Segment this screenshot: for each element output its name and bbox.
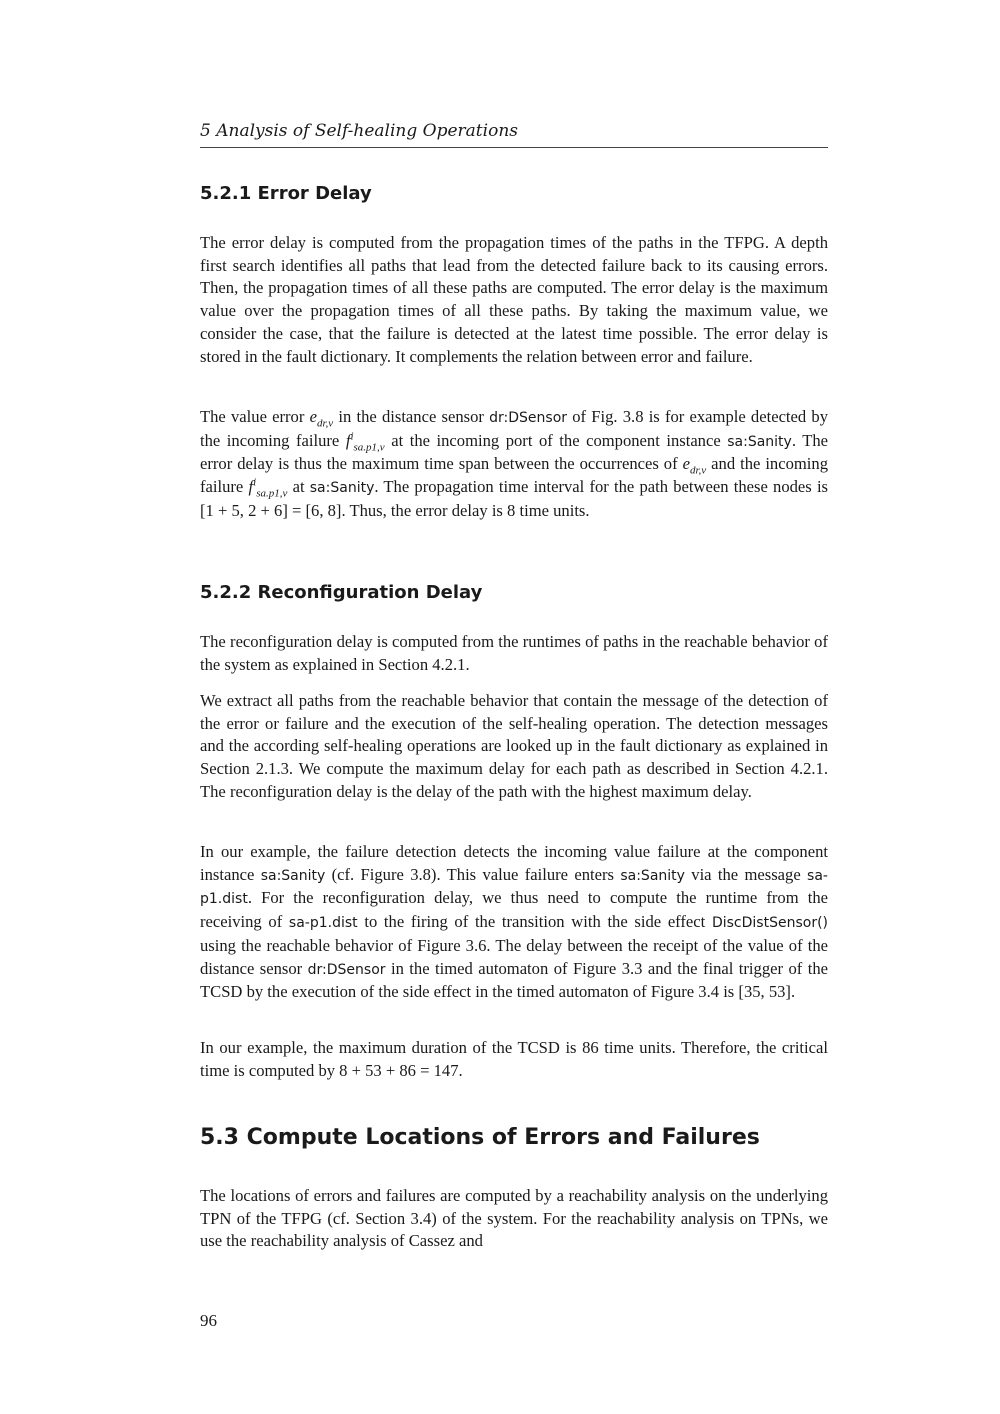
- math-e-dr-v-2: $e_{dr,v}$: [682, 454, 707, 477]
- math-e-dr-v: $e_{dr,v}$: [309, 407, 334, 430]
- code-sa-p1-dist-2: sa-p1.dist: [288, 915, 358, 932]
- reconfig-delay-paragraph-3: In our example, the failure detection detects the incoming value failure at the component instance sa:Sanity (cf. Figure 3.8). This value failure enters sa:Sanity via the message sa-p1.dist. For the reconfiguration delay, we thus need to compute the runtime from the receiving of sa-p1.dist to the firing of the transition with the side effect DiscDistSensor() using the reachable behavior of Figure 3.6. The delay between the receipt of the value of the distance sensor dr:DSensor in the timed automaton of Figure 3.3 and the final trigger of the TCSD by the execution of the side effect in the timed automaton of Figure 3.4 is [35, 53].: [200, 842, 828, 1002]
- section-5-2-2-title: 5.2.2 Reconfiguration Delay: [200, 582, 483, 603]
- code-disc-dist-sensor: DiscDistSensor(): [711, 915, 828, 932]
- code-dr-dsensor-2: dr:DSensor: [307, 961, 386, 978]
- section-5-2-1-title: 5.2.1 Error Delay: [200, 183, 372, 204]
- math-f-sa-p1-v-2: $f^i_{sa.p1,v}$: [248, 476, 288, 500]
- page-number: 96: [200, 1311, 217, 1330]
- code-sa-p1-dist: sa-p1.dist: [200, 867, 828, 908]
- running-header: 5 Analysis of Self-healing Operations: [200, 121, 828, 148]
- code-sa-sanity-2: sa:Sanity: [309, 480, 375, 497]
- reconfig-delay-paragraph-1: The reconfiguration delay is computed from the runtimes of paths in the reachable behavior of the system as explained in Section 4.2.1.: [200, 632, 828, 674]
- code-sa-sanity: sa:Sanity: [727, 433, 792, 450]
- reconfig-delay-paragraph-4: In our example, the maximum duration of the TCSD is 86 time units. Therefore, the critical time is computed by 8 + 53 + 86 = 147.: [200, 1038, 828, 1080]
- reconfig-delay-paragraph-2: We extract all paths from the reachable behavior that contain the message of the detection of the error or failure and the execution of the self-healing operation. The detection messages and the according self-healing operations are looked up in the fault dictionary as explained in Section 2.1.3. We compute the maximum delay for each path as described in Section 4.2.1. The reconfiguration delay is the delay of the path with the highest maximum delay.: [200, 691, 828, 801]
- math-f-sa-p1-v: $f^i_{sa.p1,v}$: [345, 430, 385, 454]
- locations-paragraph-1: The locations of errors and failures are computed by a reachability analysis on the underlying TPN of the TFPG (cf. Section 3.4) of the system. For the reachability analysis on TPNs, we use the reachability analysis of Cassez and: [200, 1186, 828, 1251]
- section-5-3-title: 5.3 Compute Locations of Errors and Failures: [200, 1125, 760, 1150]
- error-delay-paragraph-2: The value error $e_{dr,v}$ in the distance sensor dr:DSensor of Fig. 3.8 is for example detected by the incoming failure $f^i_{sa.p1,v}$ at the incoming port of the component instance sa:Sanity. The error delay is thus the maximum time span between the occurrences of $e_{dr,v}$ and the incoming failure $f^i_{sa.p1,v}$ at sa:Sanity. The propagation time interval for the path between these nodes is [1 + 5, 2 + 6] = [6, 8]. Thus, the error delay is 8 time units.: [200, 407, 829, 520]
- code-sa-sanity-3: sa:Sanity: [260, 867, 326, 884]
- code-dr-dsensor: dr:DSensor: [489, 410, 568, 426]
- error-delay-paragraph-1: The error delay is computed from the propagation times of the paths in the TFPG. A depth first search identifies all paths that lead from the detected failure back to its causing errors. Then, the propagation times of all these paths are computed. The error delay is the maximum value over the propagation times of all these paths. By taking the maximum value, we consider the case, that the failure is detected at the latest time possible. The error delay is stored in the fault dictionary. It complements the relation between error and failure.: [200, 233, 828, 366]
- code-sa-sanity-4: sa:Sanity: [620, 867, 685, 884]
